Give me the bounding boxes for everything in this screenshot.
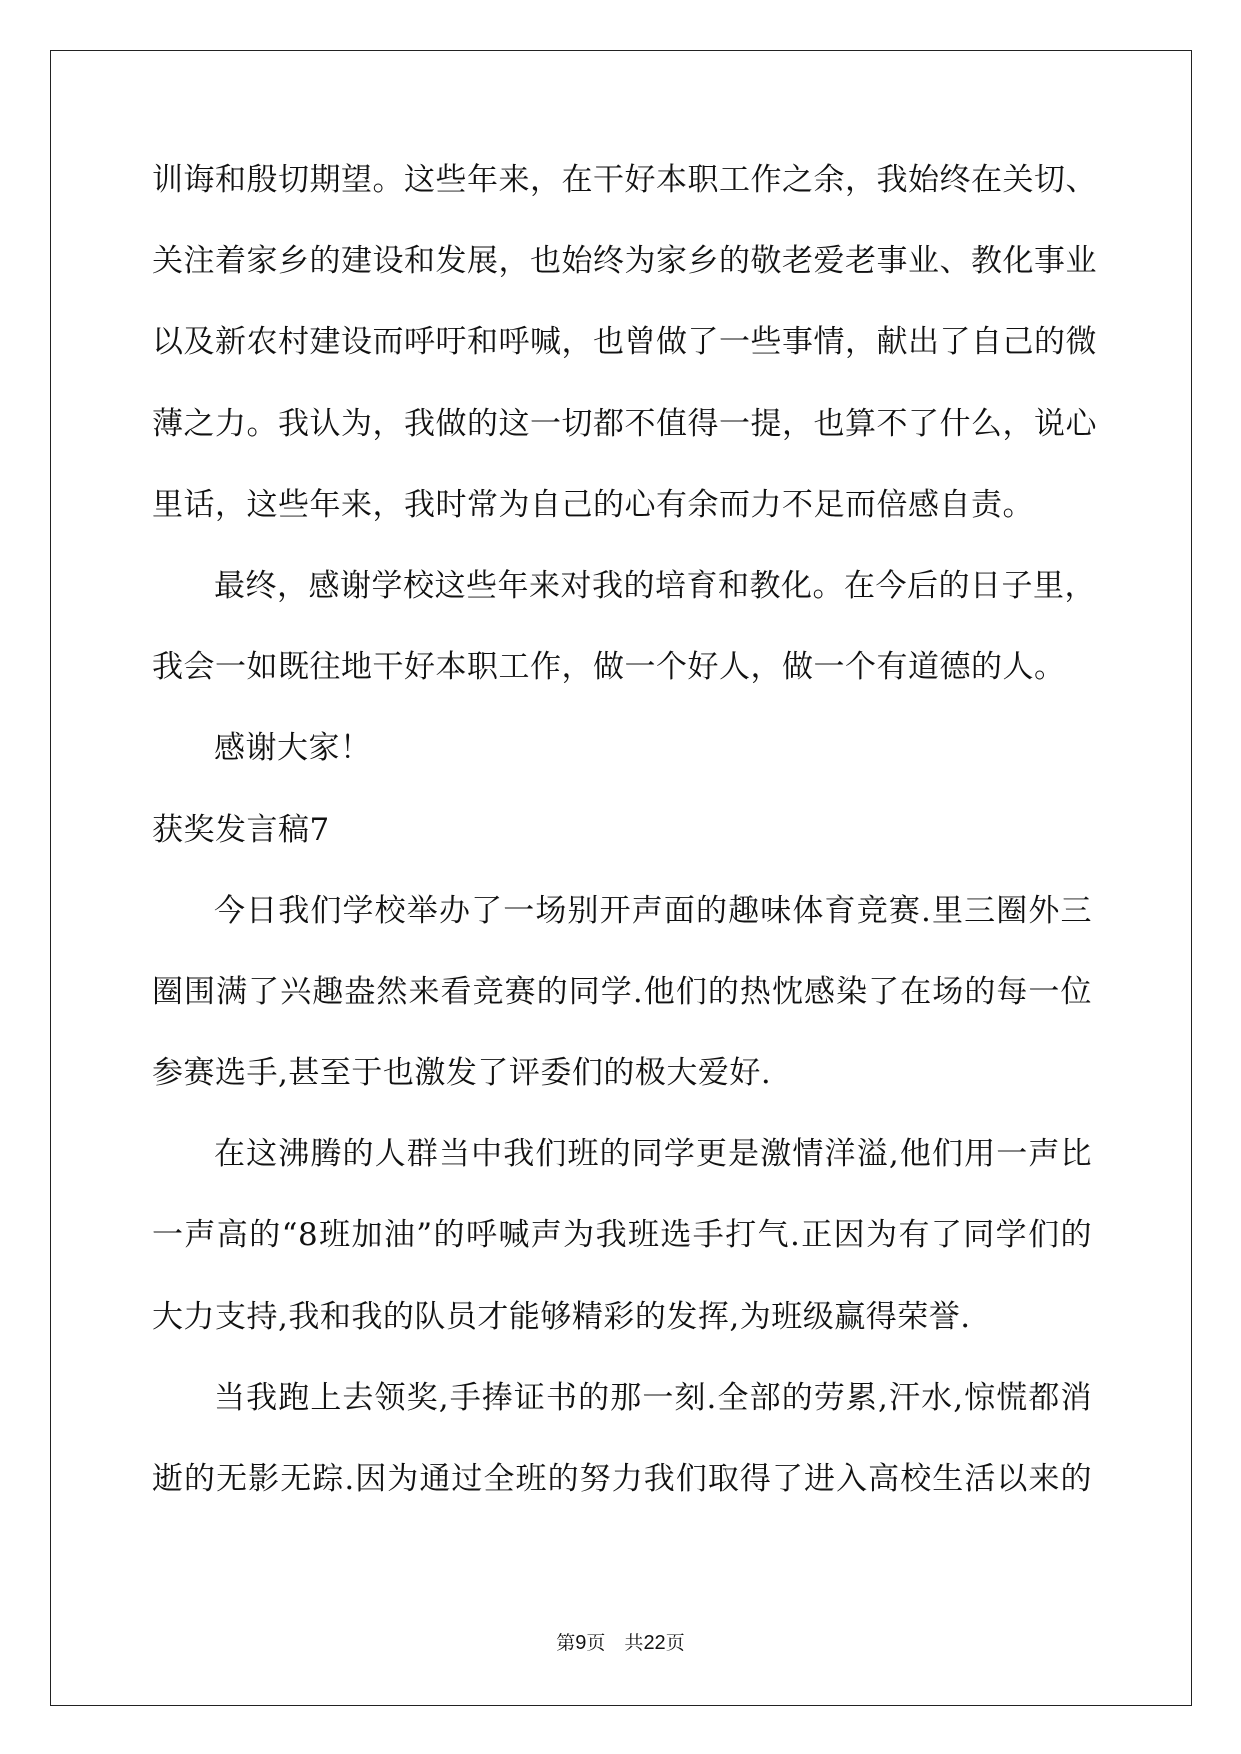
current-page-number: 9: [575, 1632, 587, 1654]
text-line: 一声高的“8班加油”的呼喊声为我班选手打气.正因为有了同学们的: [152, 1217, 1092, 1254]
text-line: 圈围满了兴趣盎然来看竞赛的同学.他们的热忱感染了在场的每一位: [152, 973, 1092, 1010]
text-line: 训诲和殷切期望。这些年来，在干好本职工作之余，我始终在关切、: [152, 162, 1097, 198]
footer-suffix: 页: [665, 1632, 685, 1654]
document-body: [152, 152, 1097, 1532]
text-line: 里话，这些年来，我时常为自己的心有余而力不足而倍感自责。: [152, 486, 1034, 523]
text-line: 参赛选手,甚至于也激发了评委们的极大爱好.: [152, 1055, 772, 1092]
text-line: 获奖发言稿7: [152, 811, 330, 848]
text-line: 当我跑上去领奖,手捧证书的那一刻.全部的劳累,汗水,惊慌都消: [214, 1379, 1092, 1416]
total-page-count: 22: [643, 1632, 666, 1654]
footer-prefix: 第: [556, 1632, 576, 1654]
text-line: 大力支持,我和我的队员才能够精彩的发挥,为班级赢得荣誉.: [152, 1298, 971, 1335]
text-line: 关注着家乡的建设和发展，也始终为家乡的敬老爱老事业、教化事业: [152, 243, 1097, 280]
footer-middle: 页 共: [586, 1632, 644, 1654]
text-line: 在这沸腾的人群当中我们班的同学更是激情洋溢,他们用一声比: [214, 1136, 1092, 1173]
text-line: 今日我们学校举办了一场别开声面的趣味体育竞赛.里三圈外三: [214, 892, 1092, 929]
text-line: 薄之力。我认为，我做的这一切都不值得一提，也算不了什么，说心: [152, 405, 1097, 442]
text-line: 以及新农村建设而呼吁和呼喊，也曾做了一些事情，献出了自己的微: [152, 324, 1097, 361]
page-footer: [0, 1628, 1241, 1655]
text-line: 逝的无影无踪.因为通过全班的努力我们取得了进入高校生活以来的: [152, 1461, 1092, 1497]
text-line: 我会一如既往地干好本职工作，做一个好人，做一个有道德的人。: [152, 649, 1066, 686]
text-line: 最终，感谢学校这些年来对我的培育和教化。在今后的日子里，: [214, 567, 1096, 604]
text-line: 感谢大家！: [214, 730, 372, 767]
